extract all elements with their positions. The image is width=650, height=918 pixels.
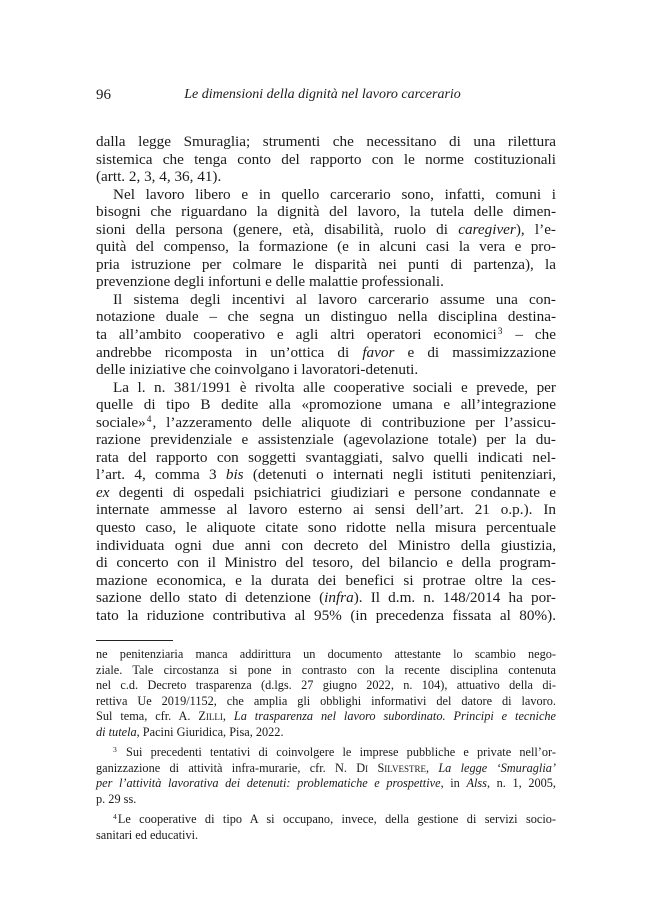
text-segment: , n. 1, 2005,: [486, 776, 556, 791]
text-line: [96, 273, 556, 291]
text-line: [96, 256, 556, 274]
text-line: [96, 792, 556, 808]
text-line: [96, 647, 556, 663]
text-segment: p. 29 ss.: [96, 791, 137, 806]
text-segment: andrebbe ricomposta in un’ottica di: [96, 343, 363, 361]
text-line: [96, 694, 556, 710]
text-segment: pria istruzione per colmare le disparità nei punti di partenza), la: [96, 255, 556, 273]
text-line: [96, 761, 556, 777]
text-segment: ta all’ambito cooperativo e agli altri operatori economici: [96, 326, 497, 344]
text-segment: bisogni che riguardano la dignità del lavoro, la tutela delle dimen-: [96, 203, 556, 221]
footnote-marker: 3: [113, 744, 117, 754]
text-segment: Nel lavoro libero e in quello carcerario sono, infatti, comuni i: [113, 185, 556, 203]
text-line: [96, 812, 556, 828]
text-line: [96, 414, 556, 432]
text-segment: delle iniziative che coinvolgano i lavoratori-detenuti.: [96, 361, 419, 379]
italic-text: Alss: [466, 776, 487, 791]
text-line: [96, 133, 556, 151]
text-line: [96, 449, 556, 467]
text-segment: ne penitenziaria manca addirittura un documento attestante lo scambio nego-: [96, 647, 556, 661]
text-segment: individuata ogni due anni con decreto del Ministro della giustizia,: [96, 536, 556, 554]
text-line: [96, 554, 556, 572]
footnote-marker: 4: [113, 811, 117, 821]
text-segment: ,: [222, 709, 234, 724]
text-line: [96, 776, 556, 792]
text-line: [96, 203, 556, 221]
italic-text: caregiver: [458, 220, 516, 238]
text-segment: ), l’e-: [515, 220, 556, 238]
text-segment: ,: [425, 760, 439, 775]
text-segment: , in: [440, 776, 467, 791]
text-segment: Il sistema degli incentivi al lavoro carcerario assume una con-: [113, 290, 556, 308]
text-segment: quelle di tipo B dedite alla «promozione umana e all’integrazione: [96, 396, 556, 414]
text-segment: Sui precedenti tentativi di coinvolgere le imprese pubbliche e private nell’or-: [117, 745, 556, 760]
text-line: [96, 466, 556, 484]
text-line: [96, 326, 556, 344]
text-line: [96, 151, 556, 169]
text-segment: La l. n. 381/1991 è rivolta alle cooperative sociali e prevede, per: [113, 378, 556, 396]
italic-text: bis: [225, 466, 244, 484]
text-line: [96, 379, 556, 397]
text-segment: sioni della persona (genere, età, disabilità, ruolo di: [96, 220, 459, 238]
page-number: 96: [96, 87, 111, 103]
paragraph: [96, 186, 556, 291]
author-name: Di Silvestre: [356, 760, 426, 775]
body-text: [96, 133, 556, 624]
text-segment: , Pacini Giuridica, Pisa, 2022.: [136, 724, 284, 739]
text-segment: – che: [503, 326, 556, 344]
text-line: [96, 663, 556, 679]
paragraph: [96, 379, 556, 625]
text-line: [96, 168, 556, 186]
text-line: [96, 607, 556, 625]
text-line: [96, 186, 556, 204]
footnote-separator: [96, 640, 173, 641]
text-segment: e di massimizzazione: [394, 343, 557, 361]
text-segment: ganizzazione di attività infra-murarie, cfr. N.: [96, 760, 357, 775]
text-line: [96, 501, 556, 519]
text-line: [96, 678, 556, 694]
text-segment: degenti di ospedali psichiatrici giudiziari e persone condannate e: [109, 483, 556, 501]
text-segment: prevenzione degli infortuni e delle malattie professionali.: [96, 273, 444, 291]
text-line: [96, 221, 556, 239]
italic-text: favor: [362, 343, 395, 361]
text-segment: (artt. 2, 3, 4, 36, 41).: [96, 168, 222, 186]
italic-text: La legge ‘Smuraglia’: [438, 760, 556, 775]
text-line: [96, 396, 556, 414]
paragraph: [96, 291, 556, 379]
text-line: [96, 291, 556, 309]
italic-text: La trasparenza nel lavoro subordinato. Principi e tecniche: [233, 709, 557, 724]
text-segment: nel c.d. Decreto trasparenza (d.lgs. 27 giugno 2022, n. 104), attuativo della di-: [96, 678, 556, 693]
text-segment: rettiva Ue 2019/1152, che amplia gli obblighi informativi del datore di lavoro.: [96, 693, 556, 708]
italic-text: per l’attività lavorativa dei detenuti: problematiche e prospettive: [96, 776, 441, 791]
text-segment: questo caso, le aliquote citate sono ridotte nella misura percentuale: [96, 519, 556, 537]
text-line: [96, 828, 556, 844]
footnote-marker: 4: [146, 414, 152, 425]
running-title: Le dimensioni della dignità nel lavoro carcerario: [184, 87, 461, 102]
text-segment: sistemica che tenga conto del rapporto con le norme costituzionali: [96, 150, 556, 168]
text-segment: Sul tema, cfr. A.: [96, 709, 199, 724]
text-segment: , l’azzeramento delle aliquote di contribuzione per l’assicu-: [152, 413, 556, 431]
text-segment: notazione duale – che segna un distinguo nella disciplina destina-: [96, 308, 556, 326]
text-segment: rata del rapporto con soggetti svantaggiati, salvo quelli indicati nel-: [96, 448, 556, 466]
text-line: [96, 361, 556, 379]
text-segment: mazione economica, e la durata dei benefici si protrae oltre la ces-: [96, 571, 556, 589]
text-segment: sociale»: [96, 413, 146, 431]
text-segment: l’art. 4, comma 3: [96, 466, 226, 484]
text-line: [96, 745, 556, 761]
text-line: [96, 572, 556, 590]
text-line: [96, 725, 556, 741]
text-line: [96, 537, 556, 555]
text-line: [96, 238, 556, 256]
footnote: [96, 647, 556, 741]
text-segment: sazione dello stato di detenzione (: [96, 589, 325, 607]
text-segment: internate ammesse al lavoro esterno ai sensi dell’art. 21 o.p.). In: [96, 501, 556, 519]
text-segment: Le cooperative di tipo A si occupano, invece, della gestione di servizi socio-: [117, 811, 556, 826]
text-line: [96, 519, 556, 537]
italic-text: di tutela: [96, 724, 137, 739]
text-line: [96, 709, 556, 725]
text-line: [96, 589, 556, 607]
text-segment: dalla legge Smuraglia; strumenti che necessitano di una rilettura: [96, 133, 556, 150]
italic-text: infra: [324, 589, 354, 607]
text-segment: quità del compenso, la formazione (e in alcuni casi la vera e pro-: [96, 238, 556, 256]
text-segment: ziale. Tale circostanza si pone in contrasto con la recente disciplina contenuta: [96, 662, 556, 677]
text-segment: di concerto con il Ministro del tesoro, del bilancio e della program-: [96, 554, 556, 572]
text-line: [96, 308, 556, 326]
paragraph: [96, 133, 556, 186]
text-segment: sanitari ed educativi.: [96, 827, 199, 842]
text-segment: tato la riduzione contributiva al 95% (in precedenza fissata al 80%).: [96, 606, 556, 624]
text-line: [96, 344, 556, 362]
footnote: [96, 812, 556, 843]
footnote-marker: 3: [497, 326, 503, 337]
italic-text: ex: [96, 483, 110, 501]
text-line: [96, 484, 556, 502]
text-segment: (detenuti o internati negli istituti penitenziari,: [243, 466, 556, 484]
footnotes: [96, 647, 556, 848]
text-segment: razione previdenziale e assistenziale (agevolazione totale) per la du-: [96, 431, 556, 449]
text-line: [96, 431, 556, 449]
footnote: [96, 745, 556, 807]
author-name: Zilli: [198, 709, 223, 724]
text-segment: ). Il d.m. n. 148/2014 ha por-: [353, 589, 556, 607]
